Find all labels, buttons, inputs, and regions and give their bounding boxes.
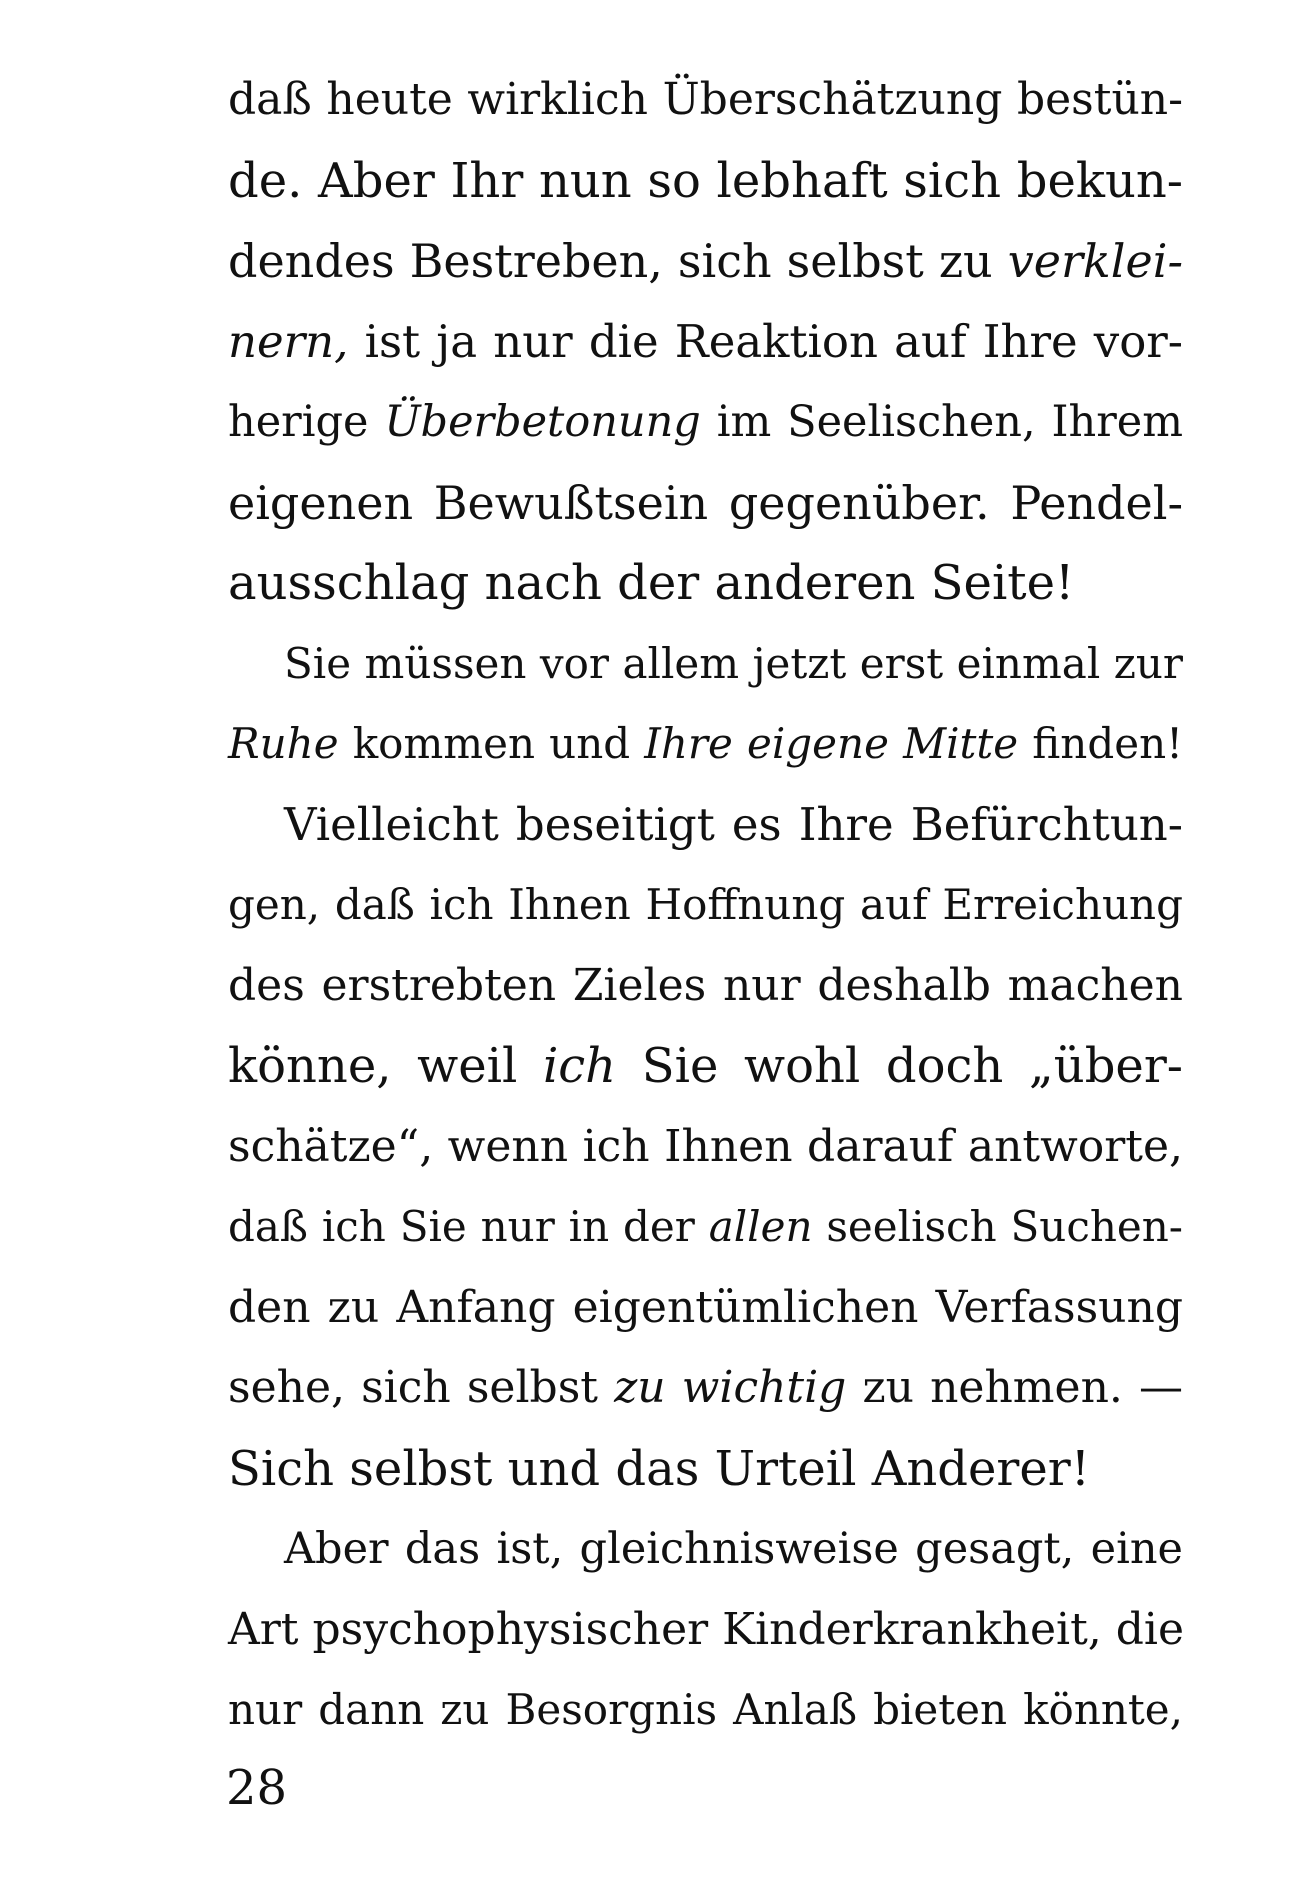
text-line	[228, 1429, 1183, 1510]
text-run: sehe, sich selbst	[228, 1362, 615, 1413]
text-run: kommen und	[338, 719, 645, 768]
text-run: gen, daß ich Ihnen Hoffnung auf Erreichung	[228, 880, 1183, 929]
italic-text: allen	[708, 1202, 813, 1251]
italic-text: zu wichtig	[614, 1362, 847, 1413]
text-run: im Seelischen, Ihrem	[700, 397, 1183, 447]
text-line	[228, 1348, 1183, 1429]
text-line	[228, 1590, 1183, 1671]
text-run: herige	[228, 397, 385, 447]
text-line	[228, 60, 1183, 141]
text-run: Vielleicht beseitigt es Ihre Befürchtun-	[284, 797, 1183, 851]
text-run: könne, weil	[228, 1038, 543, 1094]
text-line	[228, 785, 1183, 866]
text-run: schätze“, wenn ich Ihnen darauf antworte,	[228, 1120, 1183, 1172]
text-run: Sie müssen vor allem jetzt erst einmal zur	[284, 638, 1183, 688]
text-run: ausschlag nach der anderen Seite!	[228, 555, 1075, 611]
text-line	[228, 1670, 1183, 1751]
text-line	[228, 946, 1183, 1027]
text-run: eigenen Bewußtsein gegenüber. Pendel-	[228, 475, 1183, 530]
text-line	[228, 1509, 1183, 1590]
text-run: des erstrebten Zieles nur deshalb machen	[228, 959, 1183, 1011]
text-run: dendes Bestreben, sich selbst zu	[228, 234, 1008, 288]
text-line	[228, 1268, 1183, 1349]
italic-text: verklei-	[1007, 234, 1183, 288]
text-run: Art psychophysischer Kinderkrankheit, die	[228, 1603, 1185, 1655]
text-line	[228, 865, 1183, 946]
text-run: nur dann zu Besorgnis Anlaß bieten könnte,	[228, 1685, 1183, 1734]
page-number: 28	[226, 1760, 288, 1816]
body-text	[228, 60, 1183, 1751]
text-line	[228, 704, 1183, 785]
text-line	[228, 382, 1183, 463]
text-run: den zu Anfang eigentümlichen Verfassung	[228, 1281, 1183, 1333]
italic-text: Ihre eigene Mitte	[644, 719, 1019, 768]
text-run: finden!	[1018, 719, 1183, 768]
text-line	[228, 1026, 1183, 1107]
italic-text: Ruhe	[228, 719, 339, 768]
text-line	[228, 221, 1183, 302]
text-run: de. Aber Ihr nun so lebhaft sich bekun-	[228, 152, 1183, 209]
italic-text: Überbetonung	[384, 397, 701, 447]
text-line	[228, 543, 1183, 624]
text-line	[228, 1107, 1183, 1188]
text-run: Aber das ist, gleichnisweise gesagt, eine	[284, 1524, 1183, 1574]
text-line	[228, 463, 1183, 544]
text-line	[228, 624, 1183, 705]
text-run: zu nehmen. —	[846, 1362, 1183, 1413]
italic-text: ich	[542, 1038, 617, 1094]
text-line	[228, 141, 1183, 222]
text-line	[228, 302, 1183, 383]
text-run: seelisch Suchen-	[812, 1202, 1183, 1251]
text-run: ist ja nur die Reaktion auf Ihre vor-	[348, 314, 1183, 368]
text-run: Sich selbst und das Urteil Anderer!	[228, 1440, 1090, 1497]
text-line	[228, 1187, 1183, 1268]
text-run: daß ich Sie nur in der	[228, 1202, 709, 1251]
text-run: Sie wohl doch „über-	[616, 1038, 1184, 1094]
italic-text: nern,	[228, 314, 349, 368]
text-run: daß heute wirklich Überschätzung bestün-	[228, 74, 1183, 125]
